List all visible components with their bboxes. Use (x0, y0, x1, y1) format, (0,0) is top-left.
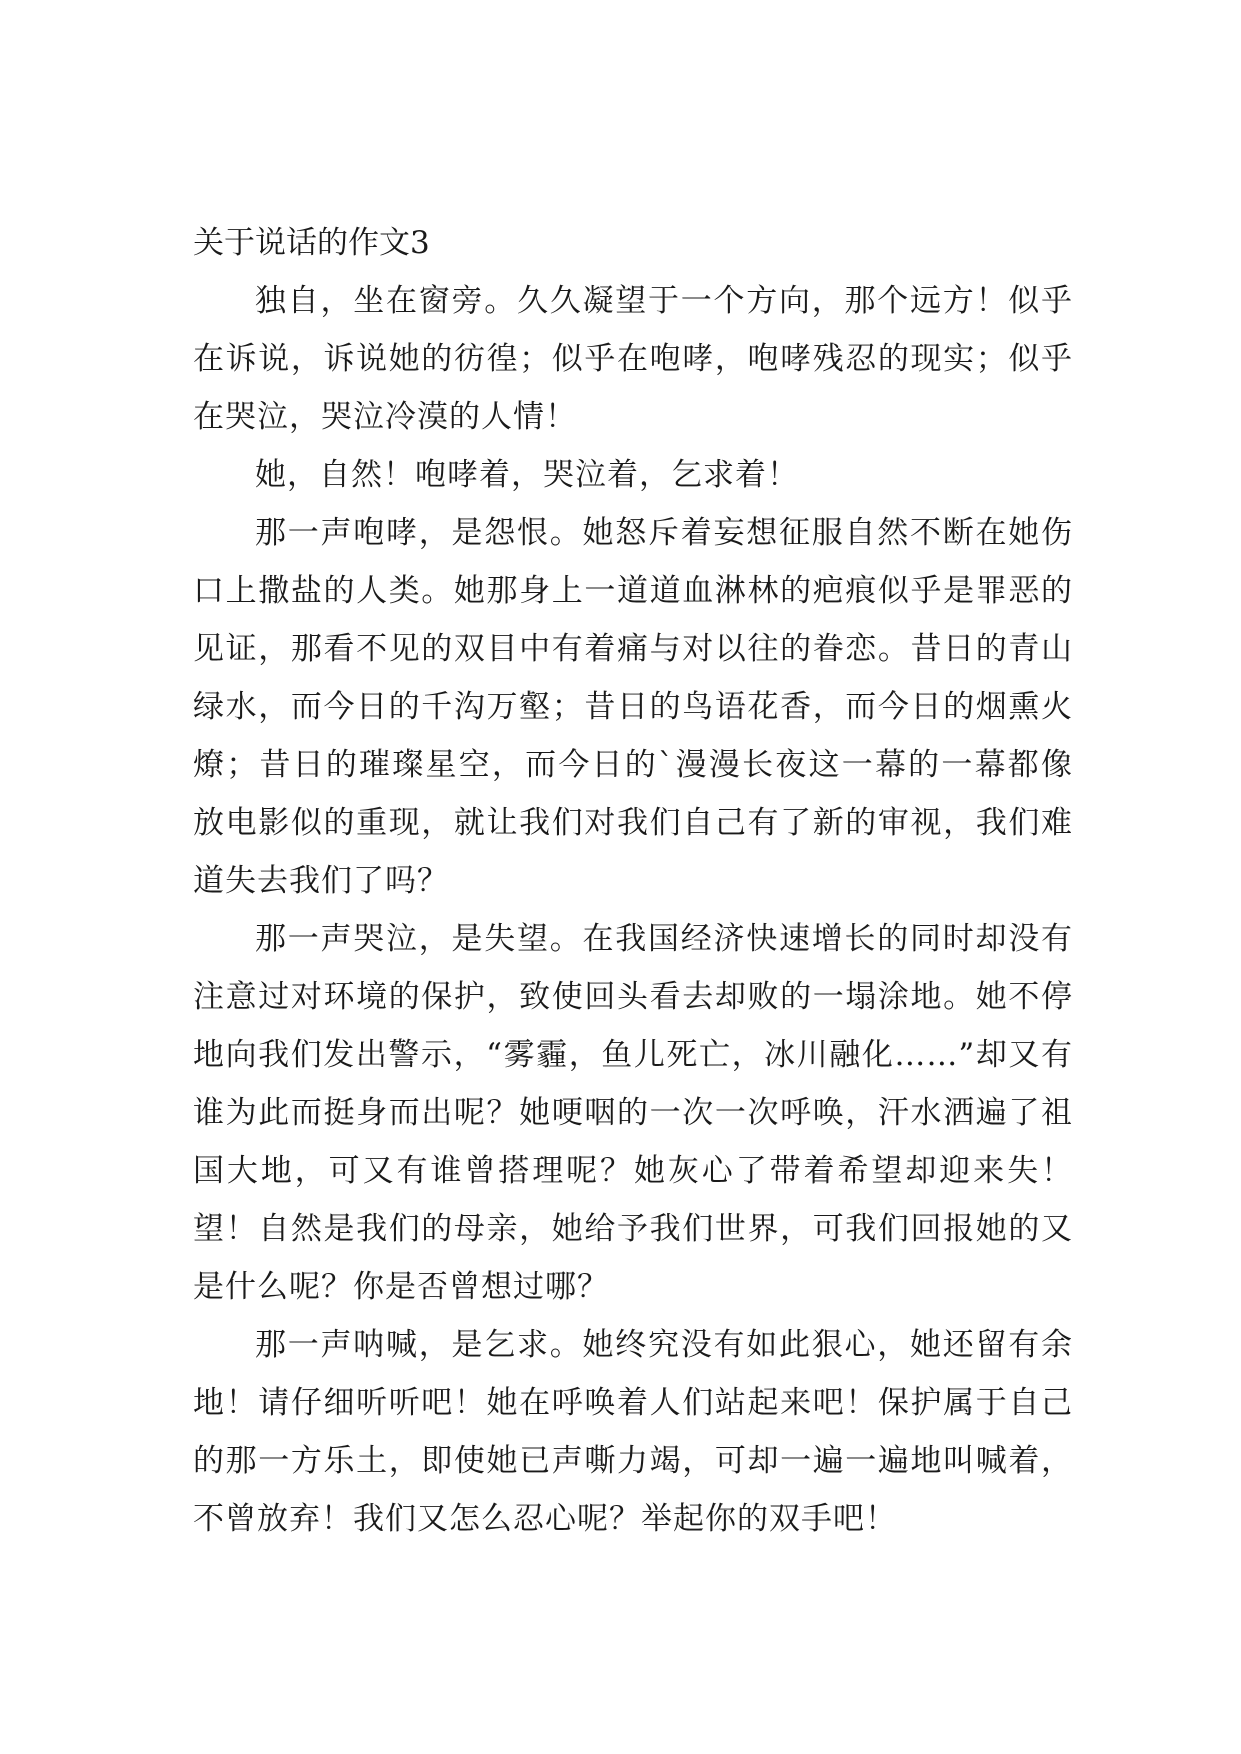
paragraph-2: 她，自然！咆哮着，哭泣着，乞求着！ (255, 457, 799, 493)
paragraph-4: 那一声哭泣，是失望。在我国经济快速增长的同时却没有注意过对环境的保护，致使回头看去却败的一塌涂地。她不停地向我们发出警示，“雾霾，鱼儿死亡，冰川融化……”却又有谁为此而挺身而出呢？她哽咽的一次一次呼唤，汗水洒遍了祖国大地，可又有谁曾搭理呢？她灰心了带着希望却迎来失！望！自然是我们的母亲，她给予我们世界，可我们回报她的又是什么呢？你是否曾想过哪？ (193, 921, 1073, 1305)
document-body (193, 214, 1073, 1548)
paragraph-3: 那一声咆哮，是怨恨。她怒斥着妄想征服自然不断在她伤口上撒盐的人类。她那身上一道道血淋林的疤痕似乎是罪恶的见证，那看不见的双目中有着痛与对以往的眷恋。昔日的青山绿水，而今日的千沟万壑；昔日的鸟语花香，而今日的烟熏火燎；昔日的璀璨星空，而今日的`漫漫长夜这一幕的一幕都像放电影似的重现，就让我们对我们自己有了新的审视，我们难道失去我们了吗？ (193, 515, 1073, 899)
paragraph-1: 独自，坐在窗旁。久久凝望于一个方向，那个远方！似乎在诉说，诉说她的彷徨；似乎在咆哮，咆哮残忍的现实；似乎在哭泣，哭泣冷漠的人情！ (193, 283, 1073, 435)
document-title: 关于说话的作文3 (193, 225, 430, 261)
paragraph-5: 那一声呐喊，是乞求。她终究没有如此狠心，她还留有余地！请仔细听听吧！她在呼唤着人们站起来吧！保护属于自己的那一方乐土，即使她已声嘶力竭，可却一遍一遍地叫喊着，不曾放弃！我们又怎么忍心呢？举起你的双手吧！ (193, 1327, 1073, 1537)
